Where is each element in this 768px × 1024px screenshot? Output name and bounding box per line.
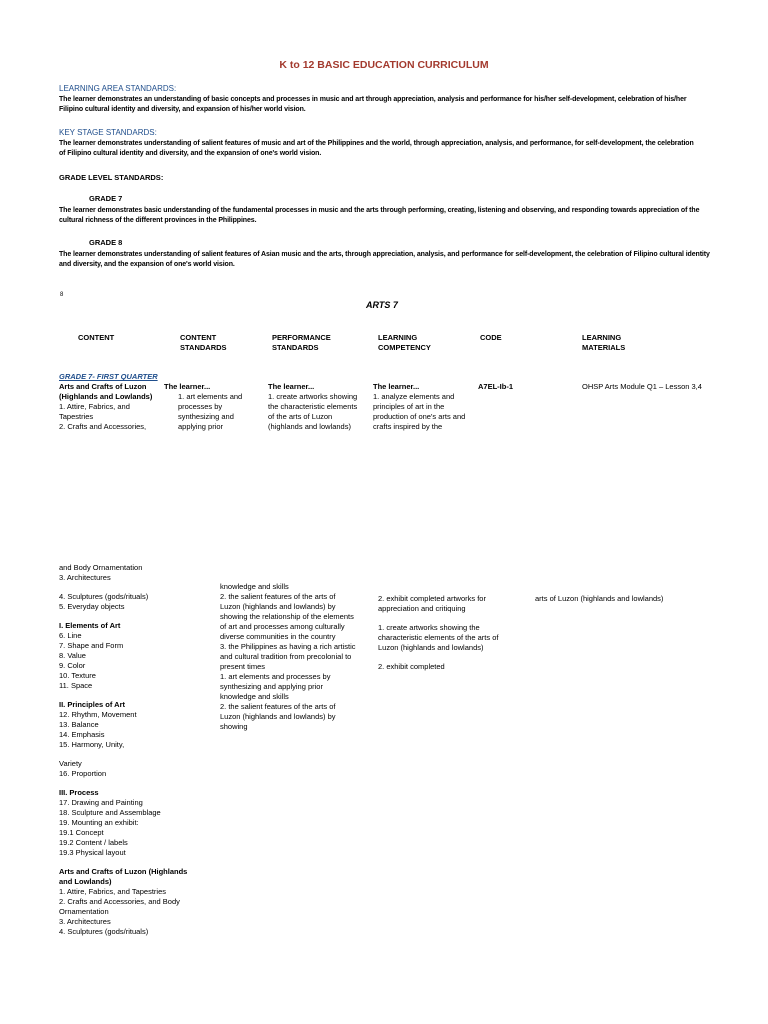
list-item: Ornamentation [59, 907, 109, 916]
key-stage-text: The learner demonstrates understanding of salient features of music and art of the Philippines and the world, through appreciation, analysis, and performance, for self-development, the celebration of Filipino cultural identity and diversity, and the expansion of one's world vision. [59, 140, 694, 157]
list-item: 7. Shape and Form [59, 641, 124, 650]
row1-materials: OHSP Arts Module Q1 – Lesson 3,4 [582, 382, 702, 391]
lc-line: 2. exhibit completed artworks for [378, 594, 486, 603]
row1-cs-text: 1. art elements and processes by synthesizing and applying prior [178, 392, 243, 431]
list-item: 15. Harmony, Unity, [59, 740, 125, 749]
list-item: 1. Attire, Fabrics, and Tapestries [59, 887, 166, 896]
lc-line: 1. create artworks showing the [378, 623, 480, 632]
cs-line: 1. art elements and processes by [220, 672, 331, 681]
lc-line: Luzon (highlands and lowlands) [378, 643, 484, 652]
list-heading: II. Principles of Art [59, 700, 125, 709]
row1-content [59, 382, 159, 432]
list-item: 4. Sculptures (gods/rituals) [59, 592, 149, 601]
list-heading: Arts and Crafts of Luzon (Highlands [59, 867, 188, 876]
list-item: 4. Sculptures (gods/rituals) [59, 927, 149, 936]
page-number: 8 [60, 292, 64, 298]
cs-line: 2. the salient features of the arts of [220, 592, 336, 601]
list-item: Variety [59, 759, 82, 768]
row1-cs-head: The learner... [164, 382, 211, 391]
list-item: 10. Texture [59, 671, 96, 680]
list-item: 3. Architectures [59, 917, 111, 926]
col-header-learning-materials: LEARNING MATERIALS [582, 333, 626, 352]
cs-line: knowledge and skills [220, 582, 289, 591]
row1-ps-text: 1. create artworks showing the characteristic elements of the arts of Luzon (highlands and lowlands) [268, 392, 358, 431]
list-item: 9. Color [59, 661, 86, 670]
list-heading: I. Elements of Art [59, 621, 121, 630]
list-heading: and Lowlands) [59, 877, 112, 886]
cs-line: 2. the salient features of the arts of [220, 702, 336, 711]
row1-content-item: 2. Crafts and Accessories, [59, 422, 147, 431]
list-item: 8. Value [59, 651, 86, 660]
row1-lc-head: The learner... [373, 382, 420, 391]
materials-continued: arts of Luzon (highlands and lowlands) [535, 594, 664, 603]
col-header-learning-competency: LEARNING COMPETENCY [378, 333, 431, 352]
list-item: 12. Rhythm, Movement [59, 710, 137, 719]
cs-line: 3. the Philippines as having a rich artistic [220, 642, 356, 651]
cs-line: of art and processes among culturally [220, 622, 345, 631]
list-item: 11. Space [59, 681, 93, 690]
list-item: 2. Crafts and Accessories, and Body [59, 897, 180, 906]
row1-content-title: Arts and Crafts of Luzon (Highlands and Lowlands) [59, 382, 153, 401]
quarter-label: GRADE 7- FIRST QUARTER [59, 372, 158, 381]
grade8-label: GRADE 8 [89, 238, 123, 247]
list-item: 3. Architectures [59, 573, 111, 582]
col-header-performance-standards: PERFORMANCE STANDARDS [272, 333, 331, 352]
lc-line: 2. exhibit completed [378, 662, 445, 671]
list-item: 19. Mounting an exhibit: [59, 818, 139, 827]
cs-line: showing [220, 722, 248, 731]
list-item: 18. Sculpture and Assemblage [59, 808, 161, 817]
list-item: 5. Everyday objects [59, 602, 125, 611]
document-title: K to 12 BASIC EDUCATION CURRICULUM [279, 59, 489, 71]
row1-code: A7EL-Ib-1 [478, 382, 514, 391]
row1-content-item: 1. Attire, Fabrics, and Tapestries [59, 402, 130, 421]
col-header-content: CONTENT [78, 333, 115, 342]
learning-competency-continued [378, 594, 498, 672]
grade-level-heading: GRADE LEVEL STANDARDS: [59, 173, 164, 182]
learning-area-heading: LEARNING AREA STANDARDS: [59, 84, 177, 93]
list-item: 13. Balance [59, 720, 99, 729]
list-item: 6. Line [59, 631, 82, 640]
list-item: 19.2 Content / labels [59, 838, 128, 847]
key-stage-heading: KEY STAGE STANDARDS: [59, 128, 157, 137]
grade7-text: The learner demonstrates basic understanding of the fundamental processes in music and the arts through performing, creating, listening and observing, and responding towards appreciation of the cultural richness of the different provinces in the Philippines. [59, 207, 700, 224]
arts-title: ARTS 7 [366, 300, 398, 310]
col-header-content-standards: CONTENT STANDARDS [180, 333, 227, 352]
cs-line: showing the relationship of the elements [220, 612, 354, 621]
cs-line: Luzon (highlands and lowlands) by [220, 712, 336, 721]
row1-lc-text: 1. analyze elements and principles of art in the production of one's arts and crafts inspired by the [373, 392, 466, 431]
lc-line: appreciation and critiquing [378, 604, 466, 613]
list-item: 17. Drawing and Painting [59, 798, 143, 807]
list-item: 19.3 Physical layout [59, 848, 126, 857]
cs-line: present times [220, 662, 266, 671]
cs-line: Luzon (highlands and lowlands) by [220, 602, 336, 611]
learning-area-text: The learner demonstrates an understanding of basic concepts and processes in music and art through appreciation, analysis and performance for his/her self-development, celebration of his/her Filipino cultural identity and diversity, and expansion of his/her world vision. [59, 96, 687, 113]
list-item: 19.1 Concept [59, 828, 104, 837]
row1-performance-standards [268, 382, 360, 432]
grade7-label: GRADE 7 [89, 194, 123, 203]
row1-learning-competency [373, 382, 473, 432]
content-list [59, 563, 187, 937]
list-item: and Body Ornamentation [59, 563, 143, 572]
list-item: 16. Proportion [59, 769, 107, 778]
cs-line: synthesizing and applying prior [220, 682, 323, 691]
list-item: 14. Emphasis [59, 730, 105, 739]
row1-ps-head: The learner... [268, 382, 315, 391]
content-standards-continued [220, 582, 356, 732]
cs-line: knowledge and skills [220, 692, 289, 701]
list-heading: III. Process [59, 788, 99, 797]
col-header-code: CODE [480, 333, 502, 342]
row1-content-standards [164, 382, 260, 432]
cs-line: and cultural tradition from precolonial to [220, 652, 352, 661]
grade8-text: The learner demonstrates understanding of salient features of Asian music and the arts, through appreciation, analysis, and performance for self-development, the celebration of Filipino cultural identity and diversity, and the expansion of one's world vision. [59, 251, 710, 268]
cs-line: diverse communities in the country [220, 632, 336, 641]
lc-line: characteristic elements of the arts of [378, 633, 499, 642]
